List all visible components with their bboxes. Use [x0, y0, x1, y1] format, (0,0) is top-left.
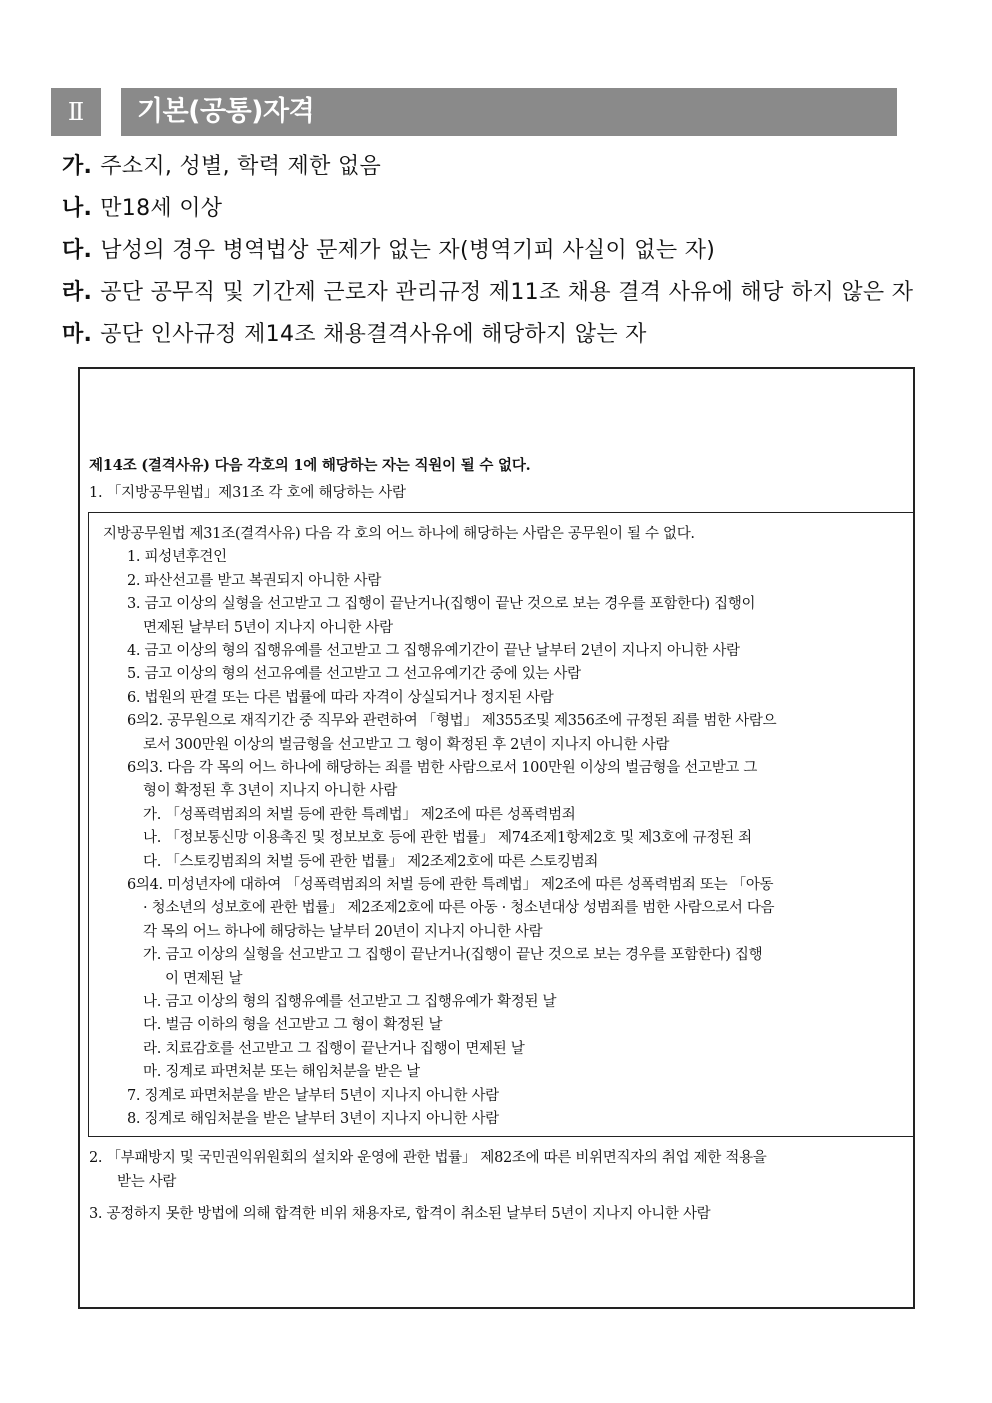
law-quote-line: 6의3. 다음 각 목의 어느 하나에 해당하는 죄를 범한 사람으로서 100만원 이상의 벌금형을 선고받고 그	[127, 760, 758, 776]
law-quote-box	[88, 512, 914, 1137]
requirement-text: 공단 공무직 및 기간제 근로자 관리규정 제11조 채용 결격 사유에 해당 하지 않은 자	[100, 280, 914, 305]
law-quote-line: 7. 징계로 파면처분을 받은 날부터 5년이 지나지 아니한 사람	[127, 1087, 499, 1104]
law-quote-line: 가. 금고 이상의 실형을 선고받고 그 집행이 끝난거나(집행이 끝난 것으로 보는 경우를 포함한다) 집행	[143, 947, 763, 964]
article-item-2-cont: 받는 사람	[117, 1174, 177, 1190]
requirement-marker: 나.	[62, 196, 93, 221]
law-quote-line: 다. 벌금 이하의 형을 선고받고 그 형이 확정된 날	[143, 1017, 443, 1034]
article-item-1: 1. 「지방공무원법」제31조 각 호에 해당하는 사람	[89, 485, 406, 501]
law-quote-line: 이 면제된 날	[165, 970, 243, 987]
law-quote-line: 가. 「성폭력범죄의 처벌 등에 관한 특례법」 제2조에 따른 성폭력범죄	[143, 806, 576, 823]
requirement-item	[62, 316, 942, 358]
requirement-item	[62, 190, 942, 232]
requirement-item	[62, 148, 942, 190]
requirement-text: 주소지, 성별, 학력 제한 없음	[100, 154, 382, 179]
law-quote-line: 6의4. 미성년자에 대하여 「성폭력범죄의 처벌 등에 관한 특례법」 제2조에 따른 성폭력범죄 또는 「아동	[127, 877, 774, 893]
requirement-marker: 라.	[62, 280, 93, 305]
requirement-list	[62, 148, 942, 358]
requirement-item	[62, 274, 942, 316]
law-quote-line: 4. 금고 이상의 형의 집행유예를 선고받고 그 집행유예기간이 끝난 날부터 2년이 지나지 아니한 사람	[127, 643, 740, 659]
requirement-marker: 다.	[62, 238, 93, 263]
section-number: Ⅱ	[51, 88, 101, 136]
law-quote-line: 로서 300만원 이상의 벌금형을 선고받고 그 형이 확정된 후 2년이 지나지 아니한 사람	[143, 736, 670, 753]
article-item-2: 2. 「부패방지 및 국민권익위원회의 설치와 운영에 관한 법률」 제82조에 따른 비위면직자의 취업 제한 적용을	[89, 1150, 767, 1166]
law-quote-line: 나. 「정보통신망 이용촉진 및 정보보호 등에 관한 법률」 제74조제1항제2호 및 제3호에 규정된 죄	[143, 830, 752, 847]
law-quote-line: 마. 징계로 파면처분 또는 해임처분을 받은 날	[143, 1064, 420, 1081]
section-title: 기본(공통)자격	[121, 88, 897, 136]
law-quote-line: 1. 피성년후견인	[127, 549, 227, 566]
law-quote-line: 다. 「스토킹범죄의 처벌 등에 관한 법률」 제2조제2호에 따른 스토킹범죄	[143, 853, 599, 870]
requirement-text: 남성의 경우 병역법상 문제가 없는 자(병역기피 사실이 없는 자)	[100, 238, 716, 263]
requirement-item	[62, 232, 942, 274]
article-title: 제14조 (결격사유) 다음 각호의 1에 해당하는 자는 직원이 될 수 없다.	[89, 457, 531, 474]
law-quote-line: 형이 확정된 후 3년이 지나지 아니한 사람	[143, 783, 398, 800]
law-quote-line: 3. 금고 이상의 실형을 선고받고 그 집행이 끝난거나(집행이 끝난 것으로 보는 경우를 포함한다) 집행이	[127, 596, 756, 613]
requirement-marker: 가.	[62, 154, 93, 179]
law-quote-line: 지방공무원법 제31조(결격사유) 다음 각 호의 어느 하나에 해당하는 사람은 공무원이 될 수 없다.	[103, 526, 695, 542]
law-quote-line: 6. 법원의 판결 또는 다른 법률에 따라 자격이 상실되거나 정지된 사람	[127, 689, 554, 706]
law-quote-line: 면제된 날부터 5년이 지나지 아니한 사람	[143, 619, 393, 636]
law-quote-line: 6의2. 공무원으로 재직기간 중 직무와 관련하여 「형법」 제355조및 제356조에 규정된 죄를 범한 사람으	[127, 713, 777, 730]
requirement-text: 만18세 이상	[100, 196, 223, 221]
law-quote-line: 나. 금고 이상의 형의 집행유예를 선고받고 그 집행유예가 확정된 날	[143, 994, 557, 1010]
requirement-text: 공단 인사규정 제14조 채용결격사유에 해당하지 않는 자	[100, 322, 647, 347]
law-quote-line: · 청소년의 성보호에 관한 법률」 제2조제2호에 따른 아동 · 청소년대상 성범죄를 범한 사람으로서 다음	[143, 900, 775, 917]
article-box	[78, 367, 915, 1309]
law-quote-line: 8. 징계로 해임처분을 받은 날부터 3년이 지나지 아니한 사람	[127, 1111, 499, 1127]
requirement-marker: 마.	[62, 322, 93, 347]
law-quote-line: 라. 치료감호를 선고받고 그 집행이 끝난거나 집행이 면제된 날	[143, 1040, 525, 1057]
article-item-3: 3. 공정하지 못한 방법에 의해 합격한 비위 채용자로, 합격이 취소된 날부터 5년이 지나지 아니한 사람	[89, 1206, 711, 1222]
law-quote-line: 각 목의 어느 하나에 해당하는 날부터 20년이 지나지 아니한 사람	[143, 923, 543, 940]
law-quote-line: 5. 금고 이상의 형의 선고유예를 선고받고 그 선고유예기간 중에 있는 사람	[127, 666, 581, 683]
law-quote-line: 2. 파산선고를 받고 복권되지 아니한 사람	[127, 572, 382, 589]
